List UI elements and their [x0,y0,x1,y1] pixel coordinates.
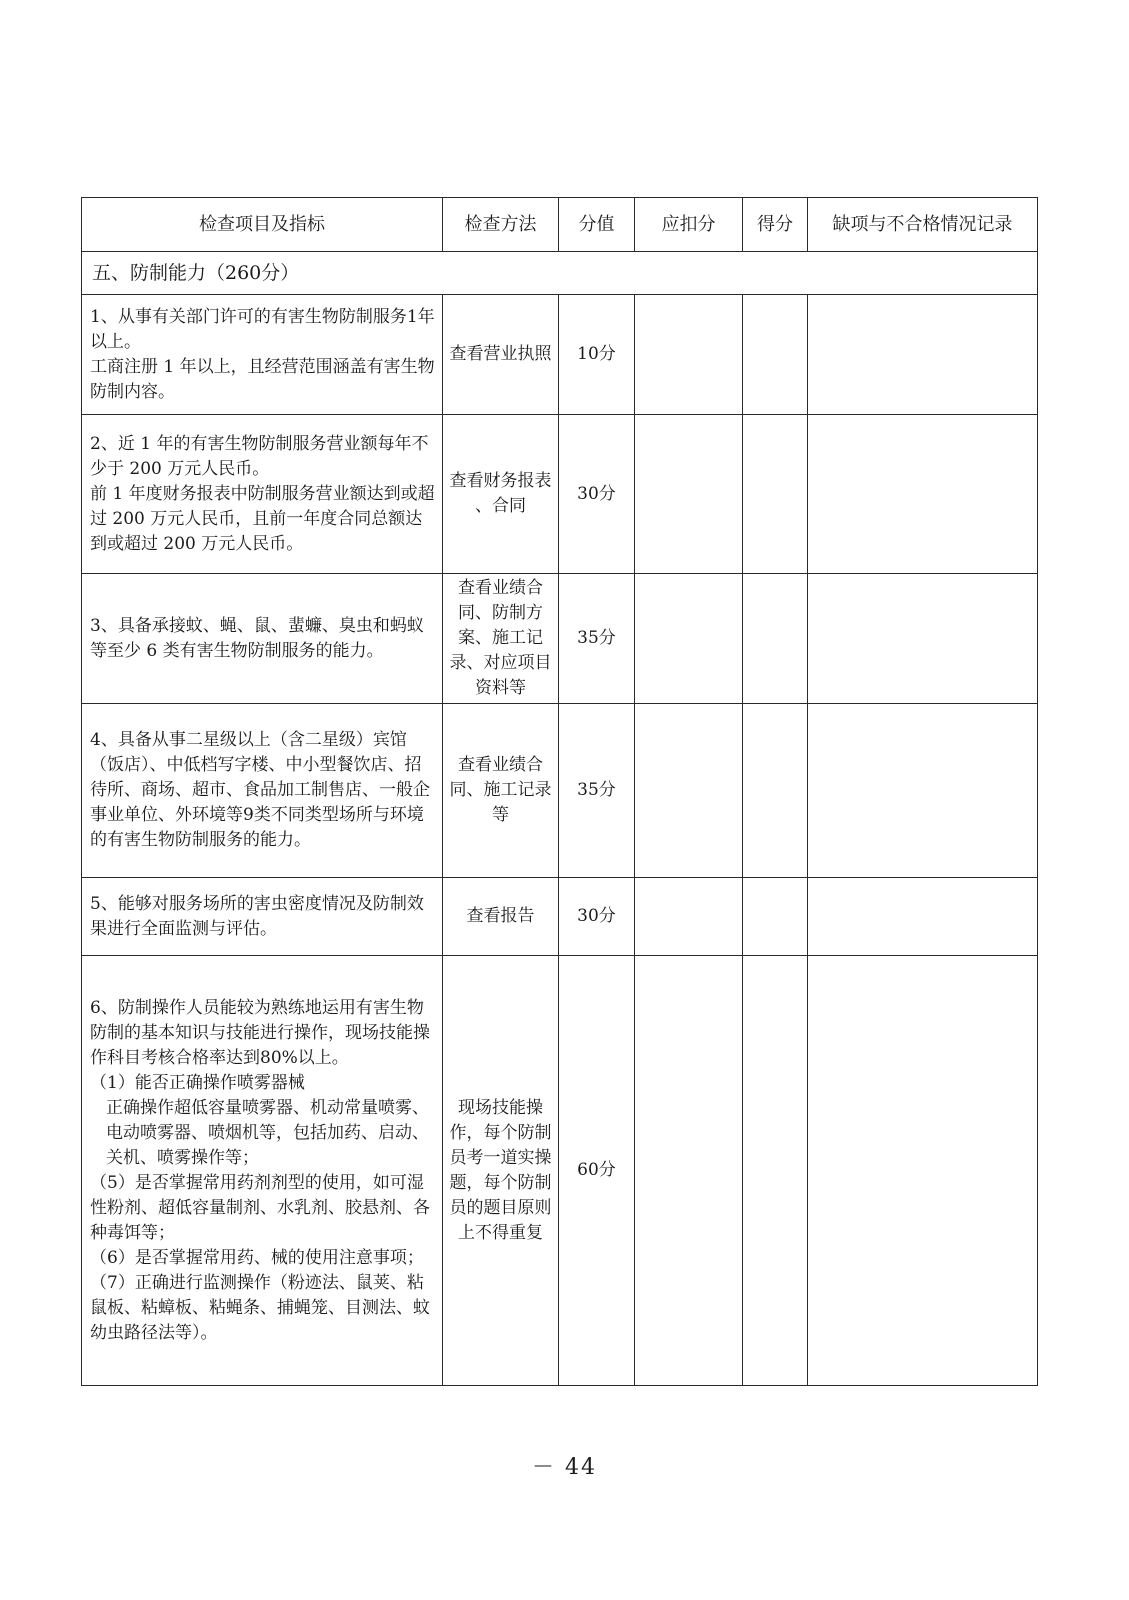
method-cell: 现场技能操作，每个防制员考一道实操题，每个防制员的题目原则上不得重复 [443,956,559,1386]
table-row [82,295,1038,415]
header-row [82,198,1038,252]
item-text: 4、具备从事二星级以上（含二星级）宾馆（饭店）、中低档写字楼、中小型餐饮店、招待所、商场、超市、食品加工制售店、一般企事业单位、外环境等9类不同类型场所与环境的有害生物防制服务的能力。 [90,730,430,850]
method-cell: 查看财务报表 、合同 [443,415,559,574]
table-row [82,878,1038,956]
section-row [82,252,1038,295]
score-cell: 30分 [559,415,635,574]
item-text: 正确操作超低容量喷雾器、机动常量喷雾、电动喷雾器、喷烟机等，包括加药、启动、关机、喷雾操作等； [106,1097,429,1168]
item-cell [82,574,443,704]
obtained-cell [743,878,808,956]
deduction-cell [635,956,743,1386]
method-cell: 查看业绩合同、防制方案、施工记录、对应项目资料等 [443,574,559,704]
item-text: （7）正确进行监测操作（粉迹法、鼠荚、粘鼠板、粘蟑板、粘蝇条、捕蝇笼、目测法、蚊幼虫路径法等）。 [90,1272,430,1343]
score-cell: 10分 [559,295,635,415]
obtained-cell [743,295,808,415]
item-text: 2、近 1 年的有害生物防制服务营业额每年不少于 200 万元人民币。 [90,433,429,479]
item-text: （6）是否掌握常用药、械的使用注意事项； [90,1247,424,1268]
obtained-cell [743,574,808,704]
header-deduction: 应扣分 [635,198,743,252]
header-obtained: 得分 [743,198,808,252]
header-remarks: 缺项与不合格情况记录 [808,198,1038,252]
item-text: 前 1 年度财务报表中防制服务营业额达到或超过 200 万元人民币，且前一年度合同总额达到或超过 200 万元人民币。 [90,483,435,554]
item-text: 5、能够对服务场所的害虫密度情况及防制效果进行全面监测与评估。 [90,893,424,939]
table-row [82,956,1038,1386]
table-row [82,415,1038,574]
obtained-cell [743,704,808,878]
score-cell: 60分 [559,956,635,1386]
remarks-cell [808,295,1038,415]
deduction-cell [635,878,743,956]
remarks-cell [808,878,1038,956]
score-cell: 30分 [559,878,635,956]
item-cell [82,956,443,1386]
item-cell [82,704,443,878]
header-method: 检查方法 [443,198,559,252]
method-cell: 查看业绩合同、施工记录等 [443,704,559,878]
section-title: 五、防制能力（260分） [82,252,1038,295]
item-cell [82,878,443,956]
remarks-cell [808,574,1038,704]
remarks-cell [808,704,1038,878]
page-number: － 44 [532,1455,597,1480]
obtained-cell [743,956,808,1386]
header-score: 分值 [559,198,635,252]
remarks-cell [808,956,1038,1386]
header-item: 检查项目及指标 [82,198,443,252]
method-cell: 查看报告 [443,878,559,956]
deduction-cell [635,295,743,415]
remarks-cell [808,415,1038,574]
item-text: 工商注册 1 年以上，且经营范围涵盖有害生物防制内容。 [90,356,435,402]
score-cell: 35分 [559,574,635,704]
item-text: 6、防制操作人员能较为熟练地运用有害生物防制的基本知识与技能进行操作，现场技能操作科目考核合格率达到80%以上。 [90,997,430,1068]
table-row [82,574,1038,704]
item-text: 3、具备承接蚊、蝇、鼠、蜚蠊、臭虫和蚂蚁等至少 6 类有害生物防制服务的能力。 [90,615,424,661]
obtained-cell [743,415,808,574]
deduction-cell [635,704,743,878]
item-text: 1、从事有关部门许可的有害生物防制服务1年以上。 [90,306,435,352]
method-cell: 查看营业执照 [443,295,559,415]
table-row [82,704,1038,878]
inspection-table [81,197,1038,1386]
deduction-cell [635,574,743,704]
item-text: （5）是否掌握常用药剂剂型的使用，如可湿性粉剂、超低容量制剂、水乳剂、胶悬剂、各种毒饵等； [90,1172,430,1243]
item-text: （1）能否正确操作喷雾器械 [90,1072,305,1093]
item-cell [82,415,443,574]
deduction-cell [635,415,743,574]
item-cell [82,295,443,415]
score-cell: 35分 [559,704,635,878]
